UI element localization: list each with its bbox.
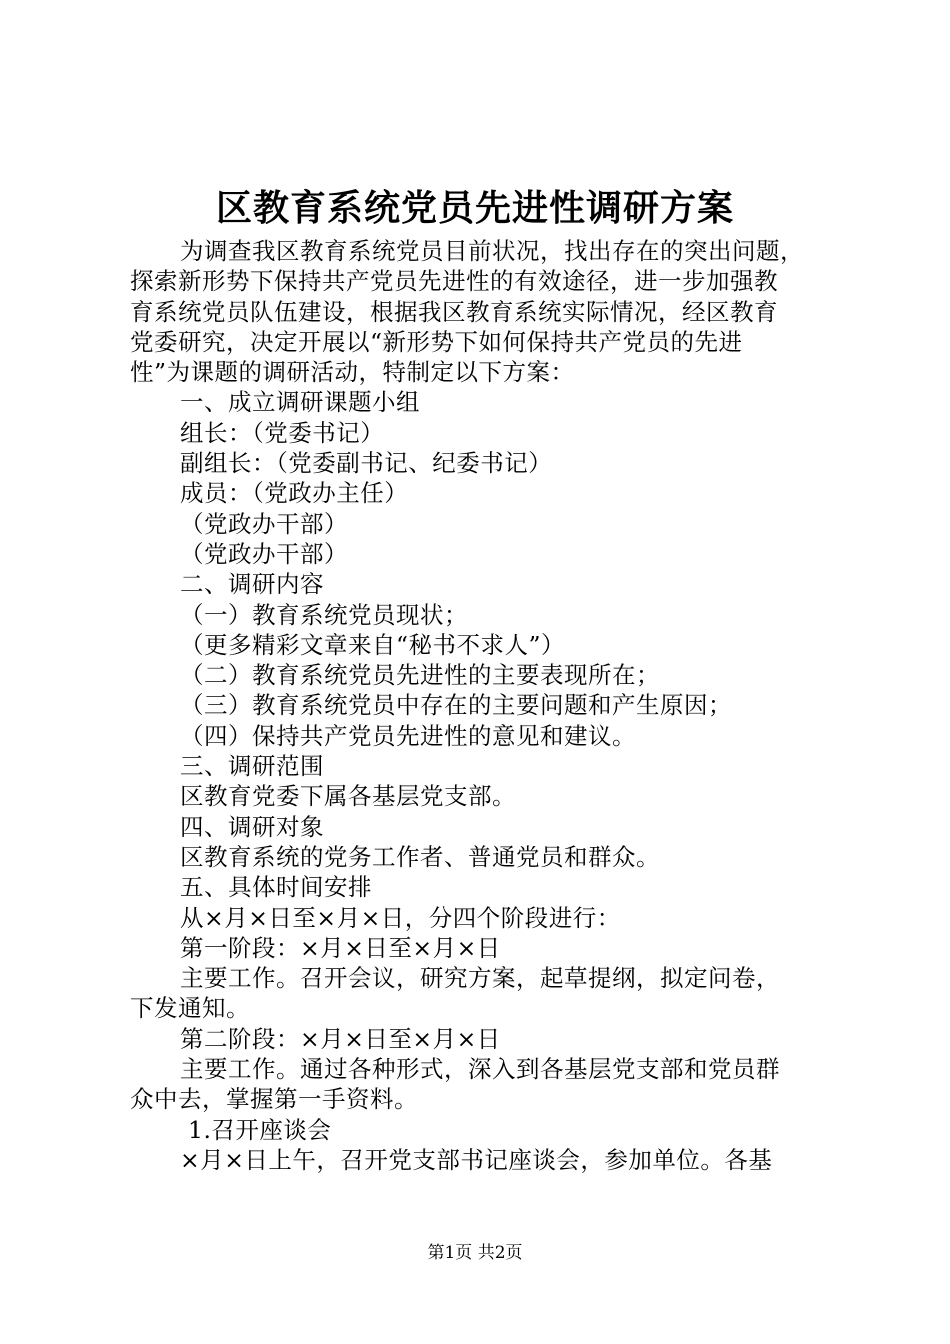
paragraph-line: 从×月×日至×月×日，分四个阶段进行：: [180, 903, 621, 932]
paragraph-line: 第二阶段：×月×日至×月×日: [180, 1024, 501, 1053]
document-title: 区教育系统党员先进性调研方案: [215, 187, 734, 229]
paragraph-line: 1.召开座谈会: [188, 1115, 332, 1144]
paragraph-line: 二、调研内容: [180, 570, 324, 599]
paragraph-line: 四、调研对象: [180, 812, 324, 841]
paragraph-line: （一）教育系统党员现状；: [180, 600, 468, 629]
paragraph-line: 第一阶段：×月×日至×月×日: [180, 933, 501, 962]
paragraph-line: ×月×日上午，召开党支部书记座谈会，参加单位。各基: [180, 1145, 773, 1174]
paragraph-line: 下发通知。: [130, 994, 250, 1023]
paragraph-line: 成员：（党政办主任）: [180, 479, 409, 508]
paragraph-line: 为调查我区教育系统党员目前状况，找出存在的突出问题，: [180, 237, 804, 265]
paragraph-line: 区教育党委下属各基层党支部。: [180, 782, 516, 811]
paragraph-line: 组长：（党委书记）: [180, 418, 385, 447]
paragraph-line: （党政办干部）: [180, 509, 348, 538]
paragraph-line: （二）教育系统党员先进性的主要表现所在；: [180, 661, 660, 690]
paragraph-line: 区教育系统的党务工作者、普通党员和群众。: [180, 842, 660, 871]
paragraph-line: （党政办干部）: [180, 539, 348, 568]
page-footer: 第1页 共2页: [427, 1243, 523, 1263]
paragraph-line: 五、具体时间安排: [180, 873, 372, 902]
paragraph-line: 探索新形势下保持共产党员先进性的有效途径，进一步加强教: [130, 267, 778, 296]
paragraph-line: （三）教育系统党员中存在的主要问题和产生原因；: [180, 691, 732, 720]
paragraph-line: （更多精彩文章来自“秘书不求人”）: [180, 630, 566, 659]
paragraph-line: （四）保持共产党员先进性的意见和建议。: [180, 721, 636, 750]
paragraph-line: 性”为课题的调研活动，特制定以下方案：: [130, 358, 575, 387]
document-body: [130, 236, 830, 1175]
paragraph-line: 三、调研范围: [180, 752, 324, 781]
paragraph-line: 党委研究，决定开展以“新形势下如何保持共产党员的先进: [130, 327, 743, 356]
paragraph-line: 主要工作。通过各种形式，深入到各基层党支部和党员群: [180, 1055, 780, 1084]
paragraph-line: 众中去，掌握第一手资料。: [130, 1085, 418, 1114]
paragraph-line: 育系统党员队伍建设，根据我区教育系统实际情况，经区教育: [130, 297, 778, 326]
paragraph-line: 一、成立调研课题小组: [180, 388, 420, 417]
paragraph-line: 主要工作。召开会议，研究方案，起草提纲，拟定问卷，: [180, 964, 780, 993]
paragraph-line: 副组长：（党委副书记、纪委书记）: [180, 449, 553, 478]
